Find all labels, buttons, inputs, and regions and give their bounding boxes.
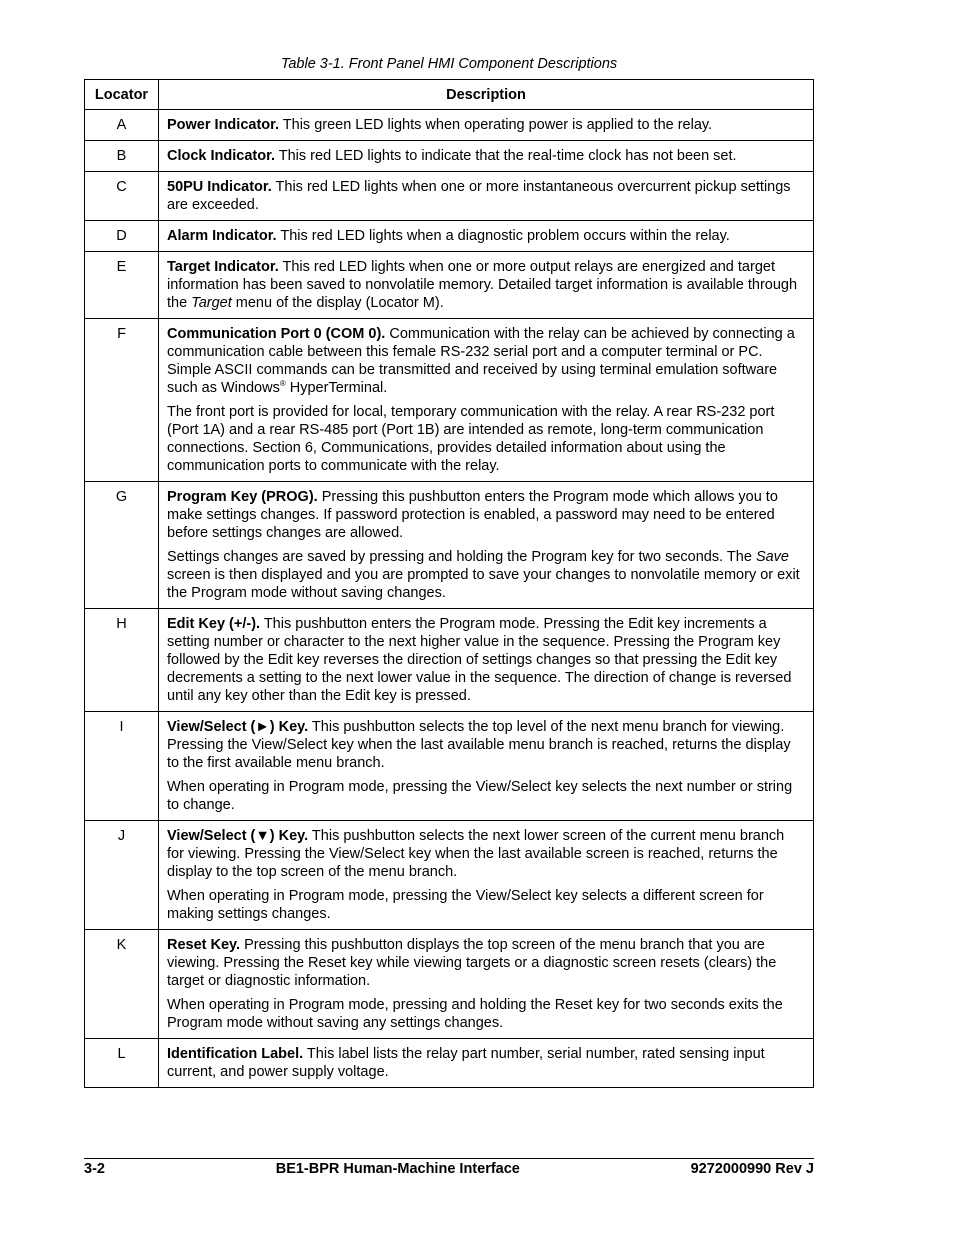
description-cell <box>159 172 814 221</box>
description-paragraph <box>167 1045 805 1081</box>
description-text: Pressing this pushbutton enters the Program mode which allows you to make settings changes. If password protection is enabled, a password may need to be entered before settings changes are allowed. <box>167 489 778 541</box>
component-name: View/Select (▼) Key. <box>167 828 309 844</box>
menu-reference: Save <box>755 549 789 565</box>
description-paragraph <box>167 258 805 312</box>
locator-cell: K <box>85 930 159 1039</box>
component-name: Clock Indicator. <box>167 148 275 164</box>
description-paragraph <box>167 325 805 397</box>
table-row <box>85 930 814 1039</box>
description-cell <box>159 252 814 319</box>
table-row <box>85 609 814 712</box>
description-cell <box>159 1039 814 1088</box>
description-paragraph <box>167 227 805 245</box>
component-name: Identification Label. <box>167 1046 304 1062</box>
description-paragraph <box>167 887 805 923</box>
footer-document-number: 9272000990 Rev J <box>690 1161 814 1177</box>
description-cell <box>159 609 814 712</box>
registered-mark: ® <box>279 379 286 389</box>
table-row <box>85 821 814 930</box>
component-name: Alarm Indicator. <box>167 228 277 244</box>
description-paragraph <box>167 116 805 134</box>
component-name: Communication Port 0 (COM 0). <box>167 326 386 342</box>
description-cell <box>159 319 814 482</box>
locator-cell: L <box>85 1039 159 1088</box>
locator-cell: H <box>85 609 159 712</box>
description-text: This pushbutton enters the Program mode. Pressing the Edit key increments a setting number or character to the next higher value in the sequence. Pressing the Program key followed by the Edit key reverses the direction of settings changes so that pressing the Edit key decrements a setting to the next lower value in the sequence. The direction of change is reversed until any key other than the Edit key is pressed. <box>167 616 792 704</box>
component-name: Target Indicator. <box>167 259 279 275</box>
description-text: The front port is provided for local, temporary communication with the relay. A rear RS-232 port (Port 1A) and a rear RS-485 port (Port 1B) are intended as remote, long-term communication connections. Section 6, Communications, provides detailed information about using the communication ports to communicate with the relay. <box>167 404 775 474</box>
locator-cell: D <box>85 221 159 252</box>
description-cell <box>159 821 814 930</box>
locator-cell: B <box>85 141 159 172</box>
description-cell <box>159 141 814 172</box>
description-text: screen is then displayed and you are prompted to save your changes to nonvolatile memory or exit the Program mode without saving changes. <box>167 567 800 601</box>
description-text: When operating in Program mode, pressing the View/Select key selects the next number or string to change. <box>167 779 793 813</box>
description-paragraph <box>167 615 805 705</box>
table-caption: Table 3-1. Front Panel HMI Component Descriptions <box>280 56 618 72</box>
description-text: This red LED lights when one or more output relays are energized and target information has been saved to nonvolatile memory. Detailed target information is available through the <box>167 259 798 311</box>
component-name: Program Key (PROG). <box>167 489 318 505</box>
description-text: This label lists the relay part number, serial number, rated sensing input current, and power supply voltage. <box>167 1046 765 1080</box>
description-paragraph <box>167 548 805 602</box>
table-row <box>85 712 814 821</box>
description-cell <box>159 930 814 1039</box>
description-paragraph <box>167 936 805 990</box>
description-text: This pushbutton selects the next lower screen of the current menu branch for viewing. Pressing the View/Select key when the last available screen is reached, returns the display to the top screen of the menu branch. <box>167 828 785 880</box>
description-paragraph <box>167 147 805 165</box>
description-paragraph <box>167 178 805 214</box>
component-name: Reset Key. <box>167 937 241 953</box>
description-text: HyperTerminal. <box>285 380 388 396</box>
description-text: When operating in Program mode, pressing the View/Select key selects a different screen for making settings changes. <box>167 888 764 922</box>
component-name: Power Indicator. <box>167 117 279 133</box>
table-row <box>85 1039 814 1088</box>
locator-cell: E <box>85 252 159 319</box>
description-text: When operating in Program mode, pressing and holding the Reset key for two seconds exits the Program mode without saving any settings changes. <box>167 997 783 1031</box>
locator-cell: F <box>85 319 159 482</box>
description-paragraph <box>167 488 805 542</box>
description-text: This red LED lights when a diagnostic problem occurs within the relay. <box>276 228 730 244</box>
table-body <box>85 110 814 1088</box>
description-text: This pushbutton selects the top level of the next menu branch for viewing. Pressing the View/Select key when the last available menu branch is reached, returns the display to the first available menu branch. <box>167 719 791 771</box>
locator-cell: J <box>85 821 159 930</box>
component-name: 50PU Indicator. <box>167 179 272 195</box>
table-row <box>85 110 814 141</box>
description-paragraph <box>167 778 805 814</box>
locator-cell: A <box>85 110 159 141</box>
hmi-component-table <box>84 79 814 1088</box>
page-footer <box>84 1158 814 1177</box>
description-cell <box>159 712 814 821</box>
table-row <box>85 172 814 221</box>
description-text: Communication with the relay can be achieved by connecting a communication cable between this female RS-232 serial port and a computer terminal or PC. Simple ASCII commands can be transmitted and received by using terminal emulation software such as Windows <box>167 326 795 396</box>
locator-cell: C <box>85 172 159 221</box>
locator-cell: G <box>85 482 159 609</box>
description-text: menu of the display (Locator M). <box>231 295 444 311</box>
description-paragraph <box>167 718 805 772</box>
description-text: Pressing this pushbutton displays the top screen of the menu branch that you are viewing. Pressing the Reset key while viewing targets or a diagnostic screen resets (clears) the target or diagnostic information. <box>167 937 777 989</box>
menu-reference: Target <box>191 295 232 311</box>
table-row <box>85 141 814 172</box>
description-paragraph <box>167 403 805 475</box>
table-header-row <box>85 80 814 110</box>
description-paragraph <box>167 827 805 881</box>
table-row <box>85 482 814 609</box>
description-text: Settings changes are saved by pressing and holding the Program key for two seconds. The <box>167 549 756 565</box>
description-text: This red LED lights when one or more instantaneous overcurrent pickup settings are exceeded. <box>167 179 791 213</box>
description-cell <box>159 482 814 609</box>
component-name: View/Select (►) Key. <box>167 719 309 735</box>
description-cell <box>159 110 814 141</box>
table-row <box>85 252 814 319</box>
table-row <box>85 221 814 252</box>
description-text: This green LED lights when operating power is applied to the relay. <box>279 117 713 133</box>
component-name: Edit Key (+/-). <box>167 616 261 632</box>
description-text: This red LED lights to indicate that the real-time clock has not been set. <box>274 148 737 164</box>
page-number: 3-2 <box>84 1161 105 1177</box>
locator-column-header: Locator <box>85 80 159 110</box>
locator-cell: I <box>85 712 159 821</box>
table-row <box>85 319 814 482</box>
description-cell <box>159 221 814 252</box>
description-paragraph <box>167 996 805 1032</box>
footer-section-title: BE1-BPR Human-Machine Interface <box>275 1161 520 1177</box>
description-column-header: Description <box>159 80 814 110</box>
